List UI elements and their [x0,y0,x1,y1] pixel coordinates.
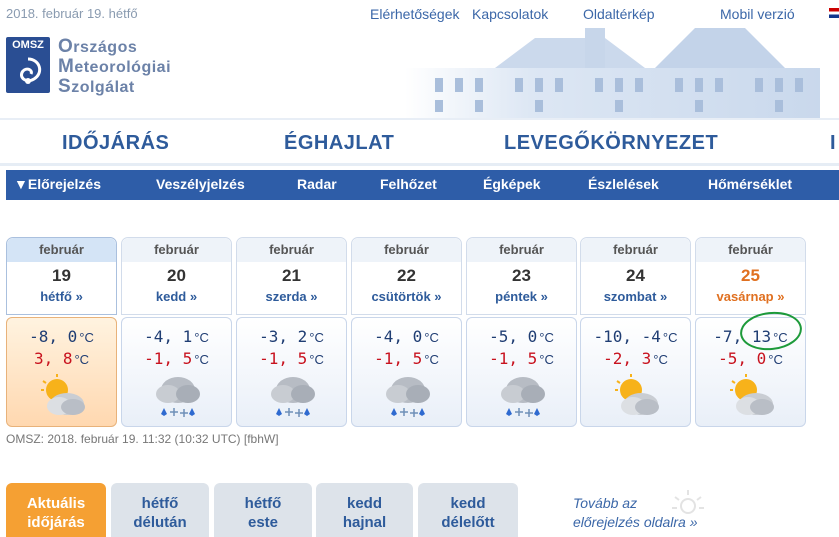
day-header[interactable] [6,237,117,315]
max-temp: -1, 5 [489,349,538,368]
day-header[interactable] [121,237,232,315]
tab-label-2: délelőtt [441,514,495,531]
subnav-observations[interactable]: Észlelések [588,176,659,192]
day-weekday-link[interactable]: péntek » [495,289,548,304]
day-number: 21 [282,266,301,285]
snow-cloud-icon [497,372,549,418]
temp-unit: °C [309,330,324,345]
day-weekday-link[interactable]: csütörtök » [371,289,442,304]
forecast-day[interactable] [466,237,577,427]
temp-unit: °C [653,352,668,367]
sun-outline-icon [670,488,706,518]
day-forecast-box[interactable] [121,317,232,427]
day-forecast-box[interactable] [580,317,691,427]
temp-unit: °C [539,330,554,345]
min-temp-row [467,327,576,346]
link-mobile[interactable]: Mobil verzió [720,6,795,22]
forecast-day[interactable] [6,237,117,427]
issue-timestamp: OMSZ: 2018. február 19. 11:32 (10:32 UTC) [fbhW] [6,432,279,446]
subnav-clouds[interactable]: Felhőzet [380,176,437,192]
min-temp: -7, 13 [713,327,772,346]
tab-monday-evening[interactable] [214,483,312,537]
tab-label-1: kedd [450,495,486,512]
max-temp-row [237,349,346,368]
day-month: február [352,238,461,262]
day-header[interactable] [351,237,462,315]
logo-line-2: Meteorológiai [58,56,172,77]
swirl-logo-icon [6,51,50,91]
max-temp-row [7,349,116,368]
forecast-day[interactable] [236,237,347,427]
temp-unit: °C [662,330,678,345]
day-number: 24 [626,266,645,285]
sun-cloud-icon [726,372,778,418]
tab-tuesday-dawn[interactable] [316,483,413,537]
forecast-day[interactable] [580,237,691,427]
date-label: 2018. február 19. hétfő [6,6,138,21]
logo-line-3: Szolgálat [58,76,135,97]
day-weekday-link[interactable]: szombat » [603,289,668,304]
max-temp-row [696,349,805,368]
day-month: február [467,238,576,262]
subnav-radar[interactable]: Radar [297,176,337,192]
tab-label-1: hétfő [244,495,282,512]
min-temp: -8, 0 [29,327,78,346]
day-month: február [581,238,690,262]
day-month: február [696,238,805,262]
min-temp-row [581,327,690,346]
day-number: 23 [512,266,531,285]
subnav-warnings[interactable]: Veszélyjelzés [156,176,245,192]
logo-line-1: Országos [58,36,138,57]
temp-unit: °C [424,352,439,367]
main-nav [0,122,839,164]
link-relations[interactable]: Kapcsolatok [472,6,549,22]
min-temp: -5, 0 [489,327,538,346]
day-forecast-box[interactable] [6,317,117,427]
max-temp: -1, 5 [259,349,308,368]
tab-current-weather[interactable] [6,483,106,537]
logo-text [58,37,171,97]
forecast-day[interactable] [121,237,232,427]
subnav-forecast[interactable]: ▼Előrejelzés [14,176,102,192]
temp-unit: °C [79,330,94,345]
min-temp-row [352,327,461,346]
tab-label-1: kedd [346,495,382,512]
day-weekday-link[interactable]: kedd » [155,289,198,304]
max-temp-row [352,349,461,368]
day-header[interactable] [695,237,806,315]
day-month: február [7,238,116,262]
temp-unit: °C [194,352,209,367]
max-temp: -5, 0 [718,349,767,368]
max-temp: -2, 3 [603,349,652,368]
tab-label-2: délután [133,514,187,531]
temp-unit: °C [773,330,788,345]
day-month: február [237,238,346,262]
more-link-line-2: előrejelzés oldalra » [573,514,698,530]
max-temp: -1, 5 [144,349,193,368]
min-temp: -4, 0 [374,327,423,346]
max-temp-row [581,349,690,368]
day-forecast-box[interactable] [236,317,347,427]
more-link-line-1: Tovább az [573,495,638,511]
link-contacts[interactable]: Elérhetőségek [370,6,460,22]
min-temp-row [7,327,116,346]
day-weekday-link[interactable]: vasárnap » [716,289,785,304]
day-weekday-link[interactable]: hétfő » [40,289,83,304]
day-number: 22 [397,266,416,285]
nav-climate[interactable]: ÉGHAJLAT [284,132,395,154]
forecast-day[interactable] [351,237,462,427]
min-temp-row [122,327,231,346]
day-forecast-box[interactable] [466,317,577,427]
min-temp: -10, -4 [593,327,661,346]
min-temp: -3, 2 [259,327,308,346]
day-header[interactable] [466,237,577,315]
english-flag-icon[interactable] [829,8,839,18]
max-temp-row [122,349,231,368]
max-temp: 3, 8 [33,349,73,368]
snow-cloud-icon [152,372,204,418]
min-temp-row [237,327,346,346]
nav-more[interactable]: I [830,132,837,154]
sun-cloud-icon [37,372,89,418]
subnav-sky-images[interactable]: Égképek [483,176,541,192]
day-forecast-box[interactable] [351,317,462,427]
tab-label-2: hajnal [342,514,387,531]
day-number: 20 [167,266,186,285]
logo-abbr: OMSZ [12,39,44,51]
day-header[interactable] [580,237,691,315]
tab-tuesday-morning[interactable] [418,483,518,537]
divider [0,118,839,120]
sub-nav [6,170,839,200]
tab-label-1: hétfő [141,495,179,512]
day-header[interactable] [236,237,347,315]
tab-monday-afternoon[interactable] [111,483,209,537]
temp-unit: °C [539,352,554,367]
tab-label-2: este [247,514,279,531]
nav-air-environment[interactable]: LEVEGŐKÖRNYEZET [504,132,719,154]
building-illustration [405,28,820,118]
nav-weather[interactable]: IDŐJÁRÁS [62,132,170,154]
day-weekday-link[interactable]: szerda » [265,289,318,304]
min-temp: -4, 1 [144,327,193,346]
temp-unit: °C [309,352,324,367]
tab-label-1: Aktuális [26,495,86,512]
subnav-temperature[interactable]: Hőmérséklet [708,176,793,192]
snow-cloud-icon [382,372,434,418]
omsz-logo[interactable] [6,37,50,93]
max-temp: -1, 5 [374,349,423,368]
tab-label-2: időjárás [27,514,85,531]
snow-cloud-icon [267,372,319,418]
divider [0,163,839,166]
link-sitemap[interactable]: Oldaltérkép [583,6,655,22]
temp-unit: °C [194,330,209,345]
max-temp-row [467,349,576,368]
temp-unit: °C [768,352,783,367]
day-number: 19 [52,266,71,285]
temp-unit: °C [74,352,90,367]
day-month: február [122,238,231,262]
sun-cloud-icon [611,372,663,418]
temp-unit: °C [424,330,439,345]
day-number: 25 [741,266,760,285]
